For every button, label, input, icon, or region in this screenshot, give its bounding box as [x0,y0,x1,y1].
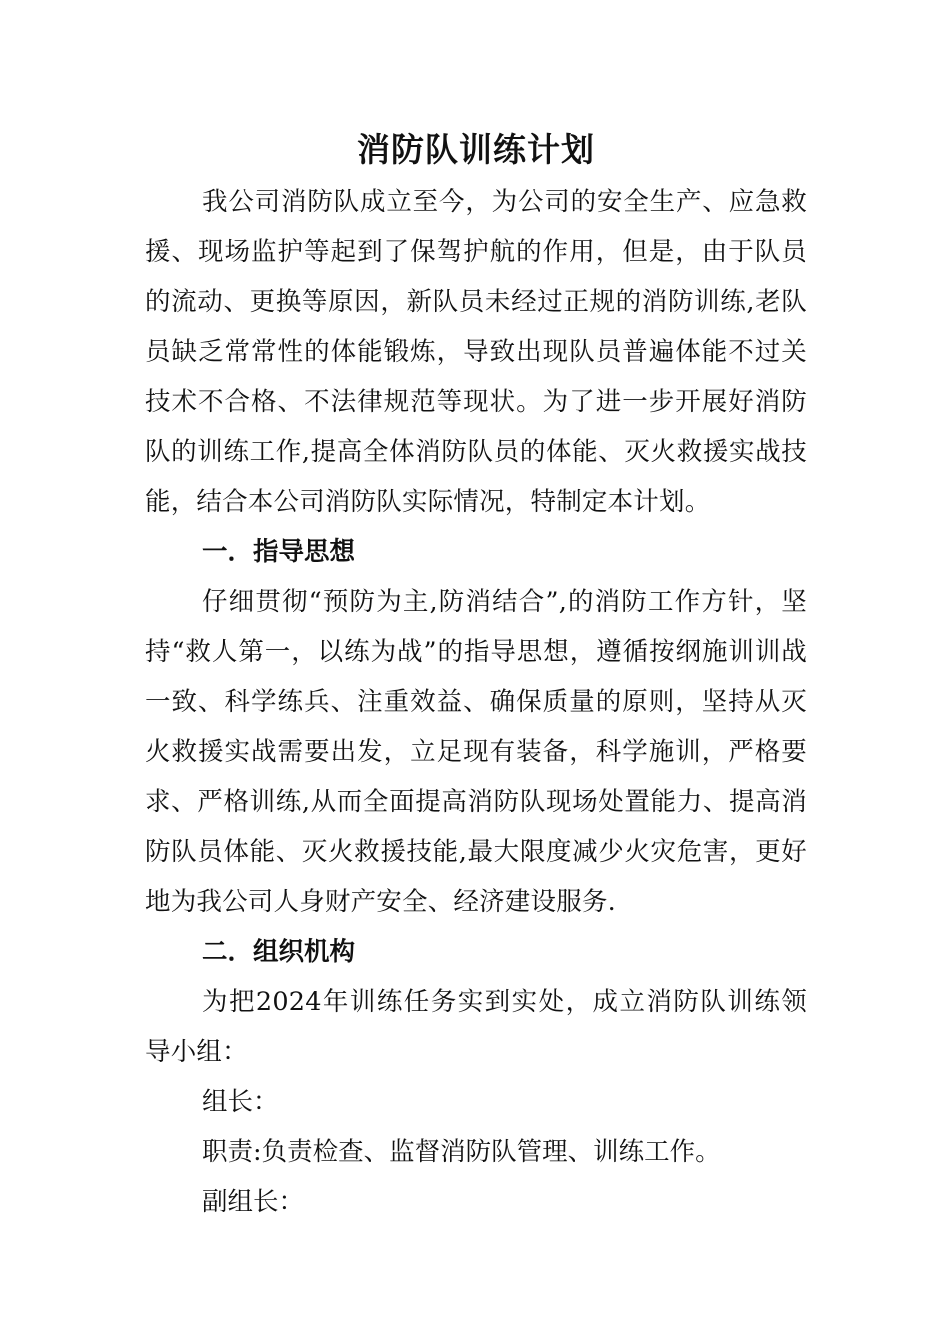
section-heading-organization: 二．组织机构 [202,937,356,967]
section-heading-guiding-ideology: 一．指导思想 [202,537,356,567]
guiding-ideology-paragraph: 仔细贯彻“预防为主,防消结合”,的消防工作方针，坚持“救人第一，以练为战”的指导思想，遵循按纲施训训战一致、科学练兵、注重效益、确保质量的原则，坚持从灭火救援实战需要出发，立足现有装备，科学施训，严格要求、严格训练,从而全面提高消防队现场处置能力、提高消防队员体能、灭火救援技能,最大限度减少火灾危害，更好地为我公司人身财产安全、经济建设服务. [145,587,807,917]
intro-paragraph: 我公司消防队成立至今，为公司的安全生产、应急救援、现场监护等起到了保驾护航的作用，但是，由于队员的流动、更换等原因，新队员未经过正规的消防训练,老队员缺乏常常性的体能锻炼，导致出现队员普遍体能不过关技术不合格、不法律规范等现状。为了进一步开展好消防队的训练工作,提高全体消防队员的体能、灭火救援实战技能，结合本公司消防队实际情况，特制定本计划。 [145,187,807,517]
document-content [145,123,807,1227]
deputy-leader-label: 副组长： [202,1187,305,1217]
organization-paragraph: 为把2024年训练任务实到实处，成立消防队训练领导小组： [145,987,807,1067]
document-title: 消防队训练计划 [357,130,595,169]
leader-duty: 职责:负责检查、监督消防队管理、训练工作。 [202,1137,721,1167]
leader-label: 组长： [202,1087,279,1117]
